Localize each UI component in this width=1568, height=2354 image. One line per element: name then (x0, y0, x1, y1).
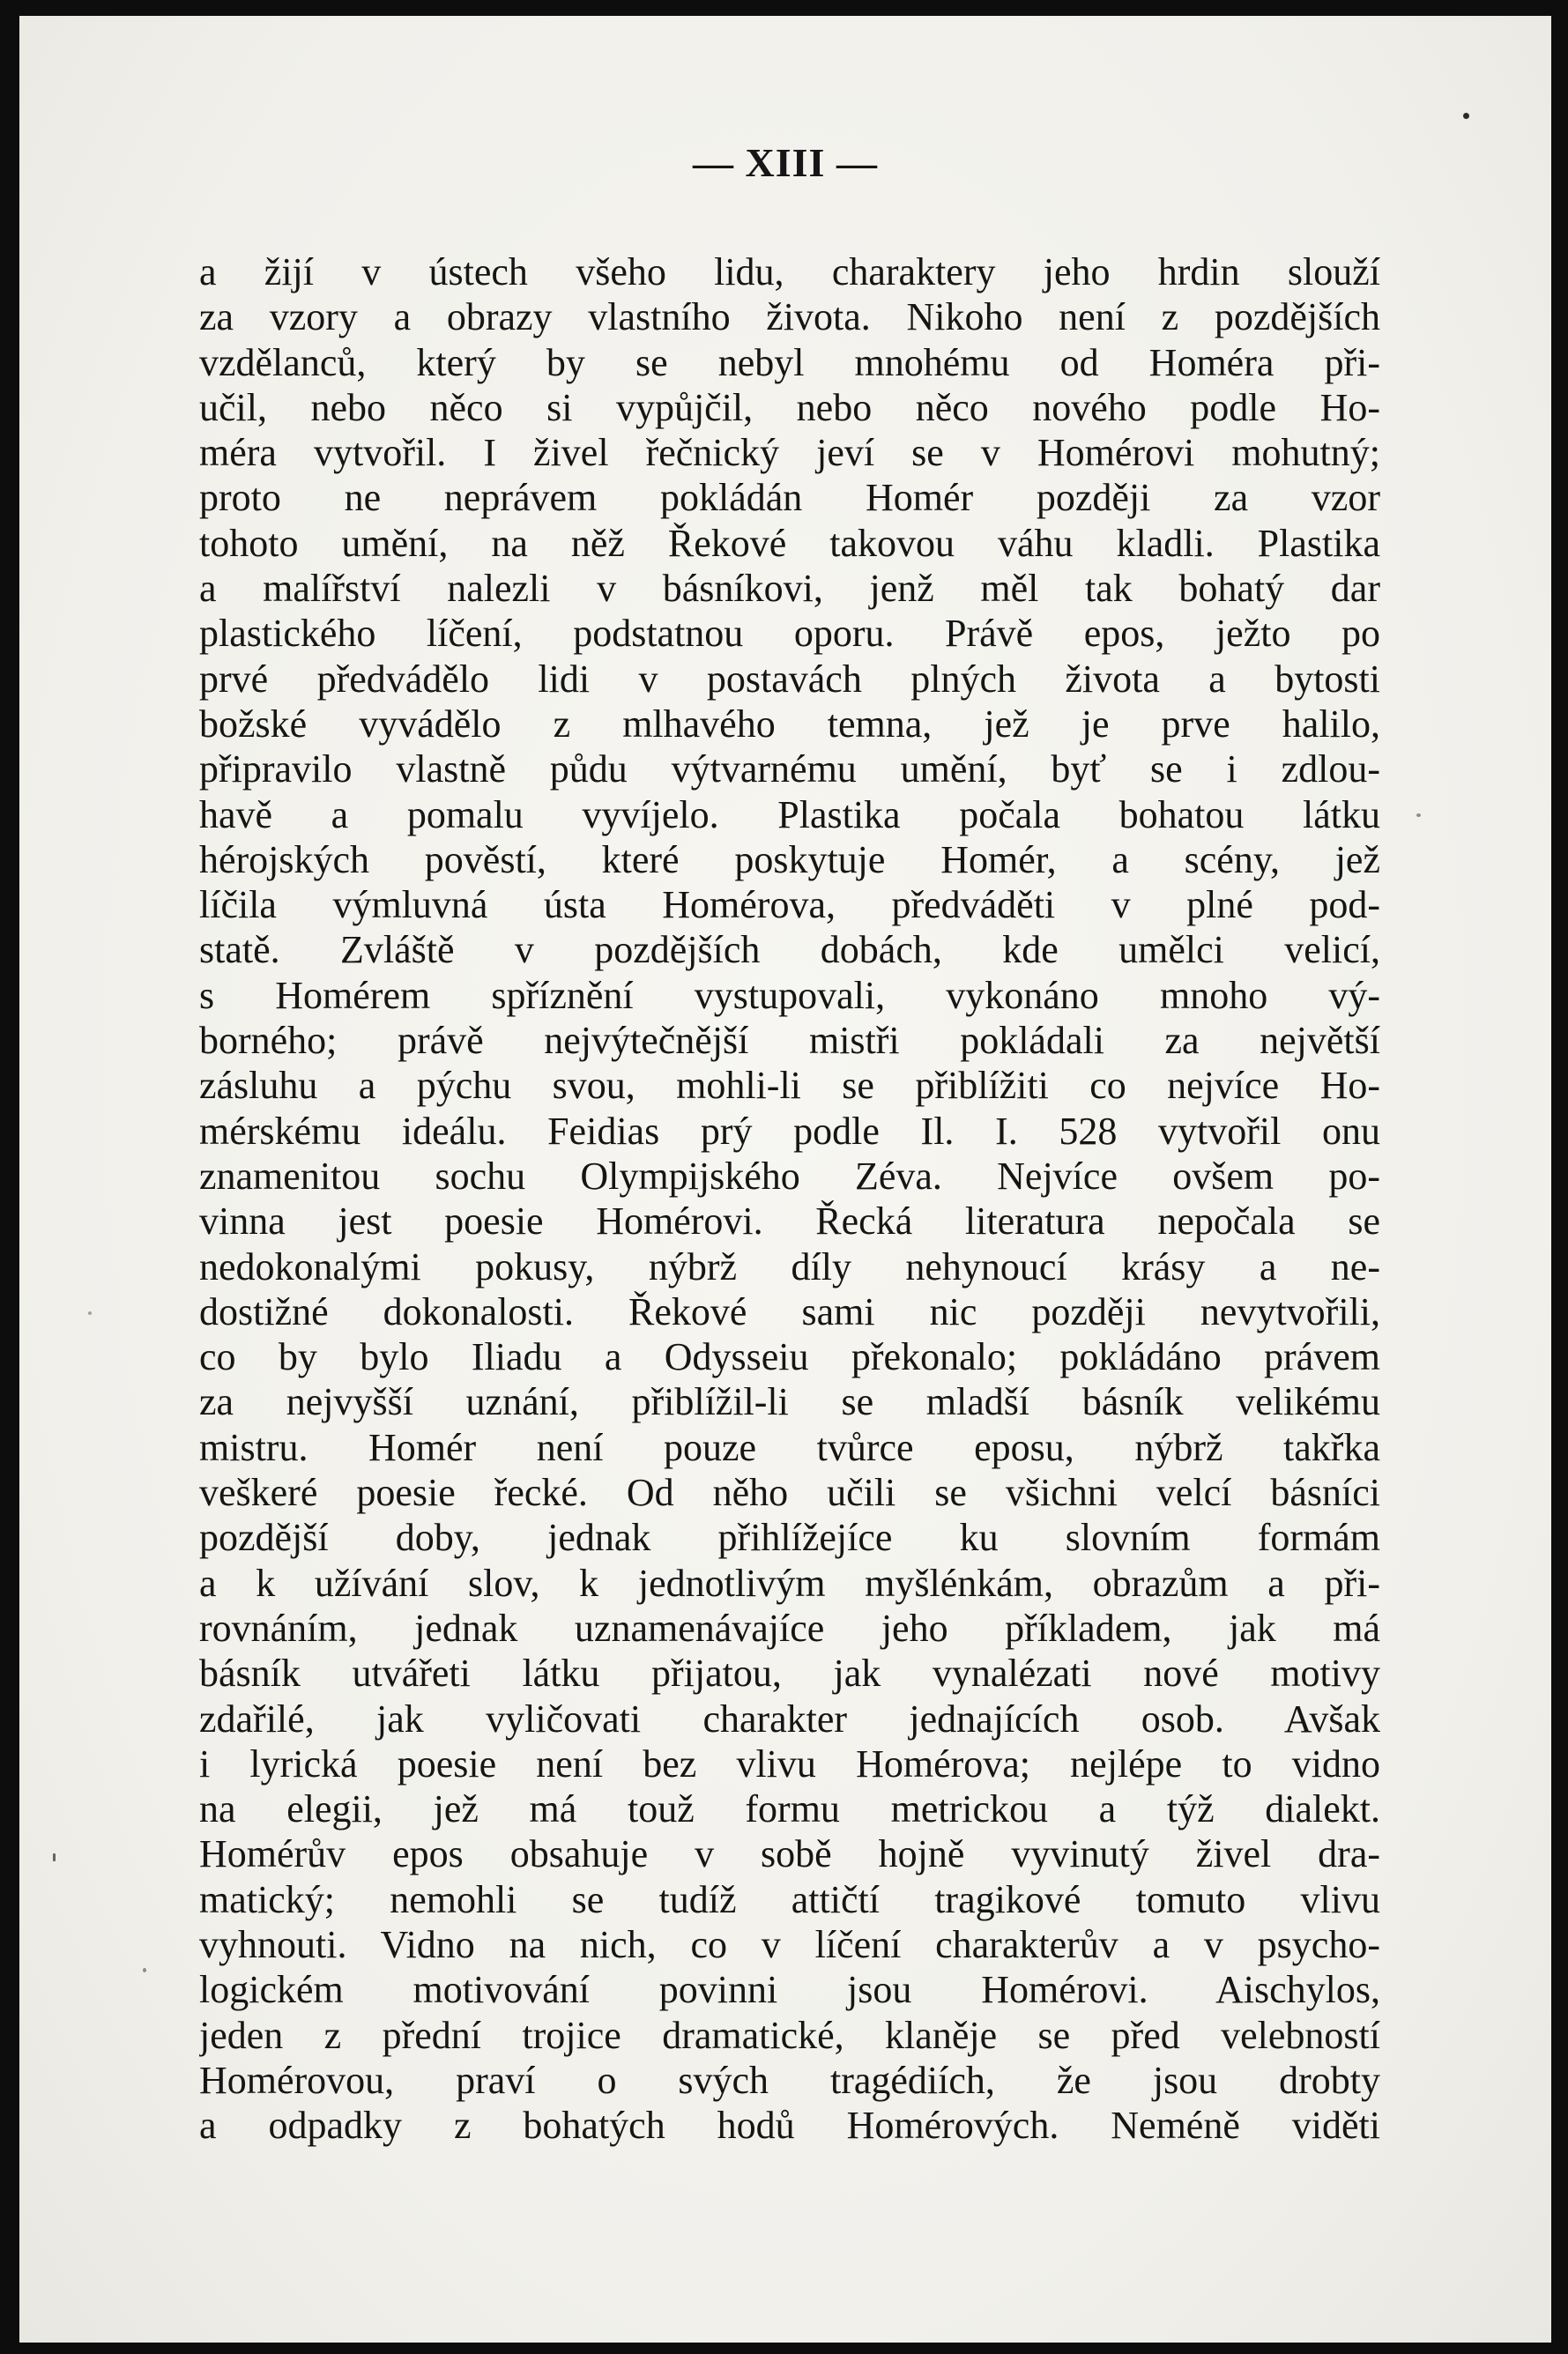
text-line: hérojských pověstí, které poskytuje Homér, a scény, jež (199, 837, 1380, 881)
text-line: borného; právě nejvýtečnější mistři pokládali za největší (199, 1019, 1380, 1063)
text-line: za vzory a obrazy vlastního života. Nikoho není z pozdějších (199, 295, 1380, 339)
text-line: matický; nemohli se tudíž attičtí tragikové tomuto vlivu (199, 1877, 1380, 1921)
text-line: pozdější doby, jednak přihlížejíce ku slovním formám (199, 1516, 1380, 1560)
scan-speck (53, 1853, 56, 1861)
text-line: s Homérem spříznění vystupovali, vykonáno mnoho vý- (199, 973, 1380, 1017)
text-line: tohoto umění, na něž Řekové takovou váhu kladli. Plastika (199, 521, 1380, 565)
text-line: prvé předvádělo lidi v postavách plných života a bytosti (199, 657, 1380, 701)
scan-speck (88, 1311, 92, 1315)
text-line: Homérův epos obsahuje v sobě hojně vyvinutý živel dra- (199, 1832, 1380, 1876)
scan-speck (143, 1968, 146, 1972)
page-number: — XIII — (693, 140, 878, 185)
text-line: havě a pomalu vyvíjelo. Plastika počala bohatou látku (199, 792, 1380, 836)
text-line: a odpadky z bohatých hodů Homérových. Neméně viděti (199, 2104, 1380, 2148)
text-line: veškeré poesie řecké. Od něho učili se všichni velcí básníci (199, 1471, 1380, 1515)
text-line: zásluhu a pýchu svou, mohli-li se přiblížiti co nejvíce Ho- (199, 1064, 1380, 1108)
text-line: méra vytvořil. I živel řečnický jeví se v Homérovi mohutný; (199, 431, 1380, 475)
text-line: vzdělanců, který by se nebyl mnohému od Homéra při- (199, 340, 1380, 384)
text-line: nedokonalými pokusy, nýbrž díly nehynoucí krásy a ne- (199, 1244, 1380, 1288)
text-line: líčila výmluvná ústa Homérova, předváděti v plné pod- (199, 883, 1380, 927)
text-line: a žijí v ústech všeho lidu, charaktery jeho hrdin slouží (199, 250, 1380, 293)
text-line: za nejvyšší uznání, přiblížil-li se mladší básník velikému (199, 1380, 1380, 1424)
text-line: vinna jest poesie Homérovi. Řecká literatura nepočala se (199, 1199, 1380, 1244)
text-line: božské vyvádělo z mlhavého temna, jež je prve halilo, (199, 702, 1380, 746)
scan-speck (1416, 813, 1421, 817)
text-line: a malířství nalezli v básníkovi, jenž měl tak bohatý dar (199, 567, 1380, 611)
text-line: učil, nebo něco si vypůjčil, nebo něco nového podle Ho- (199, 385, 1380, 429)
text-line: dostižné dokonalosti. Řekové sami nic později nevytvořili, (199, 1289, 1380, 1333)
text-line: mérskému ideálu. Feidias prý podle Il. I. 528 vytvořil onu (199, 1109, 1380, 1153)
text-line: jeden z přední trojice dramatické, klaněje se před velebností (199, 2013, 1380, 2057)
text-line: proto ne neprávem pokládán Homér později za vzor (199, 476, 1380, 520)
text-line: vyhnouti. Vidno na nich, co v líčení charakterův a v psycho- (199, 1922, 1380, 1966)
text-line: plastického líčení, podstatnou oporu. Právě epos, ježto po (199, 612, 1380, 656)
text-line: zdařilé, jak vyličovati charakter jednajících osob. Avšak (199, 1697, 1380, 1741)
text-line: statě. Zvláště v pozdějších dobách, kde umělci velicí, (199, 928, 1380, 972)
text-line: znamenitou sochu Olympijského Zéva. Nejvíce ovšem po- (199, 1154, 1380, 1198)
scan-speck (1463, 113, 1469, 119)
text-line: na elegii, jež má touž formu metrickou a týž dialekt. (199, 1787, 1380, 1831)
text-line: rovnáním, jednak uznamenávajíce jeho příkladem, jak má (199, 1606, 1380, 1650)
text-line: připravilo vlastně půdu výtvarnému umění, byť se i zdlou- (199, 747, 1380, 791)
text-line: co by bylo Iliadu a Odysseiu překonalo; pokládáno právem (199, 1335, 1380, 1379)
text-line: básník utvářeti látku přijatou, jak vynalézati nové motivy (199, 1652, 1380, 1696)
book-page (19, 16, 1551, 2343)
text-line: Homérovou, praví o svých tragédiích, že jsou drobty (199, 2058, 1380, 2102)
text-line: logickém motivování povinni jsou Homérovi. Aischylos, (199, 1968, 1380, 2012)
text-line: i lyrická poesie není bez vlivu Homérova; nejlépe to vidno (199, 1741, 1380, 1786)
text-line: a k užívání slov, k jednotlivým myšlénkám, obrazům a při- (199, 1561, 1380, 1605)
text-line: mistru. Homér není pouze tvůrce eposu, nýbrž takřka (199, 1425, 1380, 1469)
body-text (199, 249, 1380, 2148)
